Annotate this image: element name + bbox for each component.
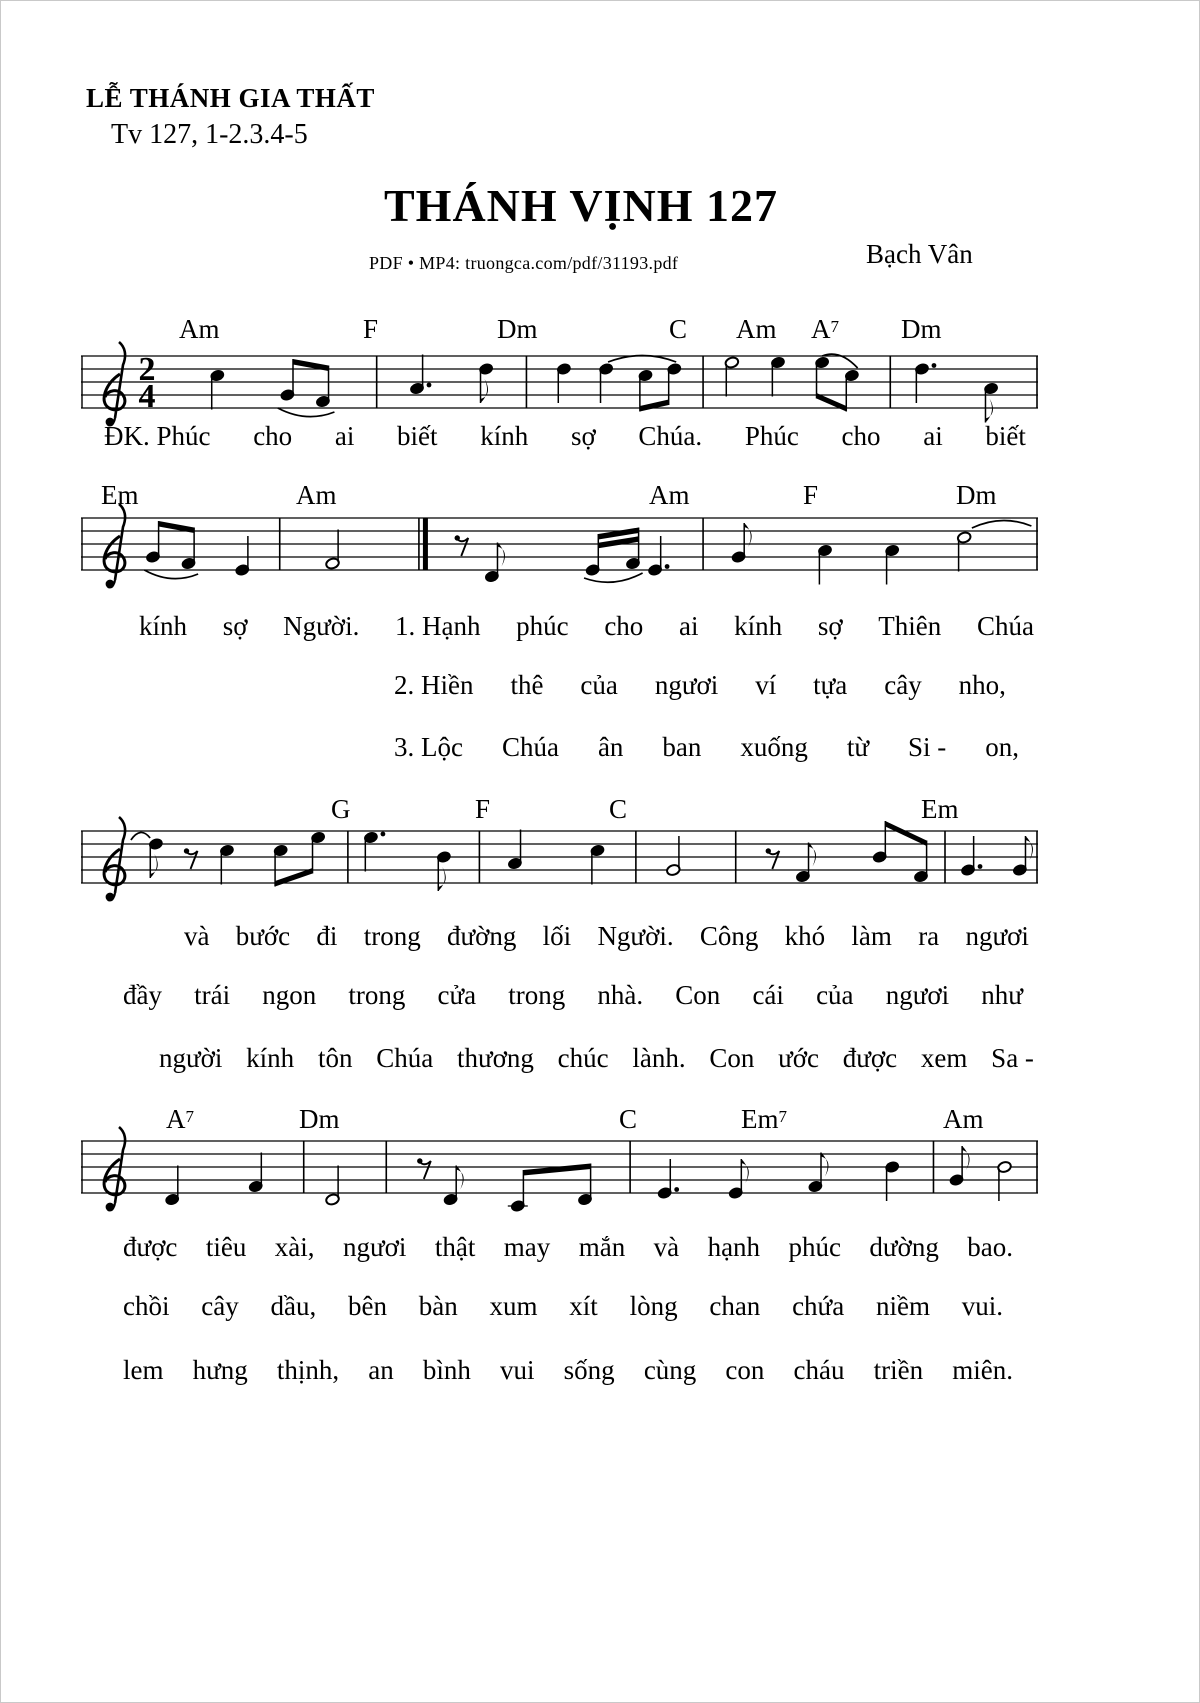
beamed-note-group (638, 363, 682, 412)
lyric-word: niềm (875, 1291, 930, 1321)
lyric-word: nhà. (597, 980, 644, 1010)
eighth-note (484, 543, 505, 583)
lyric-line-7 (159, 1041, 1034, 1075)
lyric-word: xem (920, 1043, 968, 1073)
chord-label: Dm (901, 314, 942, 344)
chord-label: Am (179, 314, 220, 344)
lyric-word: hạnh (707, 1232, 761, 1262)
music-staff-4 (81, 1083, 1041, 1218)
lyric-word: Người. (597, 921, 674, 951)
lyric-word: chứa (792, 1291, 845, 1321)
half-note (325, 530, 340, 570)
lyric-word: cho (253, 421, 293, 451)
eighth-note (148, 838, 163, 878)
eighth-note (984, 382, 999, 422)
beamed-note-group (145, 521, 196, 570)
half-note (957, 531, 972, 571)
half-note (997, 1161, 1012, 1201)
lyric-word: mắn (578, 1232, 626, 1262)
lyric-word: xít (569, 1291, 598, 1321)
lyric-line-8 (123, 1230, 1013, 1264)
treble-clef-icon (104, 817, 125, 901)
quarter-note (507, 830, 522, 870)
lyric-word: cây (201, 1291, 239, 1321)
lyric-word: tiêu (205, 1232, 247, 1262)
lyric-word: miên. (952, 1355, 1013, 1385)
lyric-word: tựa (813, 670, 848, 700)
eighth-note (443, 1166, 464, 1206)
lyric-line-1 (104, 419, 1026, 453)
treble-clef-icon (104, 1127, 125, 1211)
lyric-word: Chúa. (638, 421, 703, 451)
quarter-note (210, 369, 225, 409)
chord-label: G (331, 794, 351, 824)
lyric-word: Sa - (991, 1043, 1034, 1073)
lyric-word: Si - (908, 732, 947, 762)
lyric-word: sống (563, 1355, 615, 1385)
lyric-word: trái (194, 980, 231, 1010)
lyric-word: Chúa (501, 732, 559, 762)
lyric-word: phúc (788, 1232, 841, 1262)
lyric-word: xuống (740, 732, 808, 762)
lyric-word: dầu, (270, 1291, 317, 1321)
lyric-word: cùng (643, 1355, 697, 1385)
chord-label: $A^7$ (811, 314, 839, 344)
lyric-word: ra (918, 921, 940, 951)
lyric-word: biết (397, 421, 438, 451)
chord-label: C (619, 1104, 638, 1134)
eighth-rest (455, 535, 469, 556)
lyric-word: Con (675, 980, 721, 1010)
slur (972, 520, 1032, 528)
lyric-word: ngươi (654, 670, 719, 700)
lyric-word: chan (709, 1291, 761, 1321)
feast-header: LỄ THÁNH GIA THẤT (86, 83, 375, 113)
lyric-word: khó (784, 921, 826, 951)
chord-label: Dm (299, 1104, 340, 1134)
quarter-note (235, 536, 250, 576)
lyric-word: ân (597, 732, 624, 762)
lyric-word: đi (316, 921, 338, 951)
quarter-note (556, 363, 571, 403)
quarter-note (817, 544, 832, 584)
lyric-word: xum (489, 1291, 538, 1321)
lyric-word: Thiên (878, 611, 942, 641)
eighth-flag (456, 1166, 463, 1190)
lyric-word: lòng (629, 1291, 678, 1321)
lyric-word: ví (755, 670, 777, 700)
lyric-word: chúc (557, 1043, 609, 1073)
half-note (325, 1166, 340, 1206)
lyric-line-5 (184, 919, 1029, 953)
lyric-word: bên (348, 1291, 387, 1321)
lyric-word: sợ (570, 421, 596, 451)
dotted-quarter-note (363, 831, 385, 871)
chord-label: C (609, 794, 628, 824)
slur (131, 832, 150, 840)
lyric-word: bước (235, 921, 291, 951)
half-note (724, 356, 739, 396)
lyric-line-6 (123, 978, 1023, 1012)
lyric-word: kính (139, 611, 188, 641)
quarter-note (770, 356, 785, 396)
lyric-word: con (725, 1355, 765, 1385)
eighth-note (436, 851, 451, 891)
lyric-word: từ (846, 732, 870, 762)
lyric-word: vui (500, 1355, 535, 1385)
lyric-word: bàn (418, 1291, 458, 1321)
chord-label: C (669, 314, 688, 344)
quarter-note (165, 1166, 180, 1206)
beamed-note-group (273, 831, 326, 886)
chord-label: F (803, 480, 819, 510)
author-name: Bạch Vân (866, 239, 973, 269)
eighth-flag (481, 379, 488, 403)
eighth-rest (766, 848, 780, 869)
quarter-note (599, 363, 614, 403)
lyric-word: phúc (516, 611, 569, 641)
lyric-word: an (368, 1355, 394, 1385)
time-signature (139, 351, 156, 415)
lyric-word: xài, (274, 1232, 315, 1262)
lyric-word: biết (985, 421, 1026, 451)
lyric-word: được (123, 1232, 178, 1262)
quarter-note (219, 844, 234, 884)
lyric-word: và (184, 921, 210, 951)
lyric-line-10 (123, 1353, 1013, 1387)
lyric-word: Người. (283, 611, 360, 641)
lyric-line-3 (394, 668, 1006, 702)
lyric-word: 1. Hạnh (395, 611, 481, 641)
chord-label: Dm (497, 314, 538, 344)
lyric-word: người (159, 1043, 223, 1073)
lyric-word: nho, (958, 670, 1006, 700)
lyric-word: như (981, 980, 1023, 1010)
treble-clef-icon (104, 504, 125, 588)
lyric-word: cho (604, 611, 644, 641)
eighth-flag (821, 1153, 828, 1177)
chord-label: Am (296, 480, 337, 510)
lyric-word: làm (851, 921, 892, 951)
chord-label: F (363, 314, 379, 344)
lyric-word: trong (363, 921, 421, 951)
beamed-note-group (508, 1164, 593, 1213)
lyric-word: trong (348, 980, 406, 1010)
lyric-word: lem (123, 1355, 164, 1385)
lyric-line-2 (139, 609, 1034, 643)
svg-text:4: 4 (138, 378, 156, 415)
quarter-note (885, 1161, 900, 1201)
lyric-word: ai (334, 421, 355, 451)
lyric-word: được (842, 1043, 898, 1073)
lyric-word: kính (480, 421, 529, 451)
lyric-word: 3. Lộc (394, 732, 463, 762)
psalm-reference: Tv 127, 1-2.3.4-5 (111, 119, 308, 150)
lyric-word: ngon (262, 980, 317, 1010)
lyric-word: kính (734, 611, 783, 641)
lyric-word: cháu (793, 1355, 845, 1385)
dotted-quarter-note (409, 355, 431, 395)
chord-label: Am (943, 1104, 984, 1134)
chord-label: Em (101, 480, 139, 510)
music-staff-2 (81, 460, 1041, 595)
chord-label: Am (736, 314, 777, 344)
lyric-word: thật (434, 1232, 476, 1262)
slur (144, 570, 198, 579)
lyric-word: dường (869, 1232, 939, 1262)
page-title: THÁNH VỊNH 127 (384, 180, 778, 231)
chord-label: F (475, 794, 491, 824)
lyric-word: ĐK. Phúc (104, 421, 211, 451)
lyric-word: Chúa (376, 1043, 434, 1073)
music-staff-3 (81, 773, 1041, 908)
eighth-note (795, 843, 816, 883)
lyric-word: ai (923, 421, 943, 451)
beamed-note-group (872, 821, 928, 883)
lyric-word: cho (841, 421, 881, 451)
lyric-word: lối (542, 921, 572, 951)
eighth-flag (809, 843, 816, 867)
beamed-note-group (585, 528, 640, 577)
lyric-word: thịnh, (276, 1355, 340, 1385)
quarter-note (248, 1153, 263, 1193)
lyric-word: của (816, 980, 854, 1010)
eighth-note (479, 363, 494, 403)
lyric-word: on, (985, 732, 1019, 762)
lyric-word: của (580, 670, 618, 700)
lyric-word: bình (422, 1355, 471, 1385)
quarter-note (590, 844, 605, 884)
lyric-word: cửa (437, 980, 477, 1010)
lyric-line-9 (123, 1289, 1003, 1323)
lyric-word: 2. Hiền (394, 670, 474, 700)
lyric-word: bao. (967, 1232, 1013, 1262)
lyric-word: lành. (632, 1043, 686, 1073)
chord-label: Em (921, 794, 959, 824)
lyric-word: Phúc (744, 421, 799, 451)
lyric-word: cây (884, 670, 922, 700)
lyric-word: Công (699, 921, 759, 951)
music-staff-1 (81, 298, 1041, 433)
lyric-word: tôn (317, 1043, 353, 1073)
lyric-word: trong (508, 980, 566, 1010)
lyric-word: ngươi (885, 980, 950, 1010)
eighth-flag (497, 543, 504, 567)
lyric-word: Chúa (976, 611, 1034, 641)
lyric-word: đầy (123, 980, 162, 1010)
lyric-word: chồi (123, 1291, 170, 1321)
lyric-word: đường (446, 921, 517, 951)
beamed-note-group (815, 356, 860, 411)
lyric-word: ngươi (342, 1232, 407, 1262)
lyric-word: hưng (192, 1355, 248, 1385)
slur (278, 408, 335, 417)
treble-clef-icon (104, 342, 125, 426)
media-link-text: PDF • MP4: truongca.com/pdf/31193.pdf (369, 253, 679, 273)
eighth-rest (417, 1158, 431, 1179)
lyric-word: ước (778, 1043, 820, 1073)
lyric-line-4 (394, 730, 1019, 764)
chord-label: Dm (956, 480, 997, 510)
lyric-word: ban (662, 732, 702, 762)
eighth-note (808, 1153, 829, 1193)
lyric-word: thê (510, 670, 544, 700)
eighth-rest (184, 848, 198, 869)
lyric-word: vui. (961, 1291, 1003, 1321)
lyric-word: ai (678, 611, 699, 641)
svg-text:2: 2 (138, 351, 156, 388)
chord-label: Am (649, 480, 690, 510)
lyric-word: Con (709, 1043, 755, 1073)
lyric-word: và (653, 1232, 680, 1262)
beamed-note-group (280, 359, 331, 408)
chord-label: Em$^7$ (741, 1104, 787, 1134)
lyric-word: thương (456, 1043, 534, 1073)
chord-label: $A^7$ (166, 1104, 194, 1134)
lyric-word: kính (246, 1043, 295, 1073)
lyric-word: ngươi (965, 921, 1029, 951)
lyric-word: cái (752, 980, 784, 1010)
lyric-word: sợ (817, 611, 843, 641)
quarter-note (885, 544, 900, 584)
half-note (666, 836, 681, 876)
lyric-word: sợ (222, 611, 248, 641)
lyric-word: may (503, 1232, 551, 1262)
lyric-word: triền (873, 1355, 924, 1385)
